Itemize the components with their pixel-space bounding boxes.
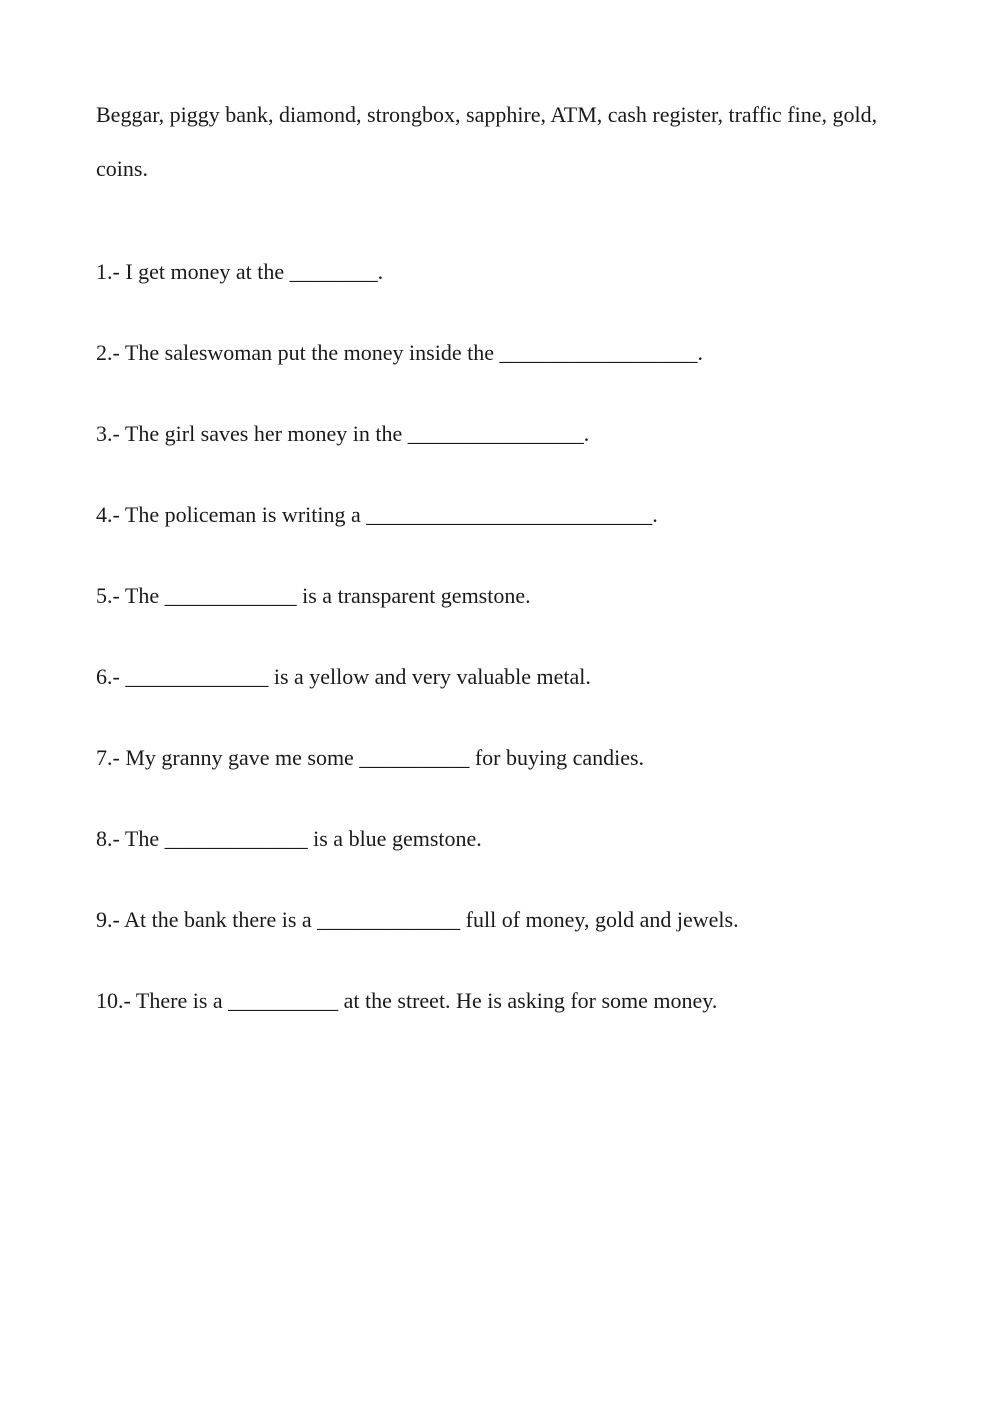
sentence-1: 1.- I get money at the ________. — [96, 259, 384, 284]
sentence-10: 10.- There is a __________ at the street. He is asking for some money. — [96, 988, 718, 1013]
sentence-4: 4.- The policeman is writing a __________________________. — [96, 502, 658, 527]
word-bank: Beggar, piggy bank, diamond, strongbox, sapphire, ATM, cash register, traffic fine, gold, coins. — [96, 102, 878, 181]
sentence-2: 2.- The saleswoman put the money inside the __________________. — [96, 340, 703, 365]
sentence-7: 7.- My granny gave me some __________ for buying candies. — [96, 745, 645, 770]
sentence-5: 5.- The ____________ is a transparent gemstone. — [96, 583, 531, 608]
sentence-9: 9.- At the bank there is a _____________ full of money, gold and jewels. — [96, 907, 739, 932]
exercise-list — [96, 250, 936, 1060]
sentence-3: 3.- The girl saves her money in the ________________. — [96, 421, 590, 446]
sentence-8: 8.- The _____________ is a blue gemstone. — [96, 826, 482, 851]
sentence-6: 6.- _____________ is a yellow and very valuable metal. — [96, 664, 591, 689]
